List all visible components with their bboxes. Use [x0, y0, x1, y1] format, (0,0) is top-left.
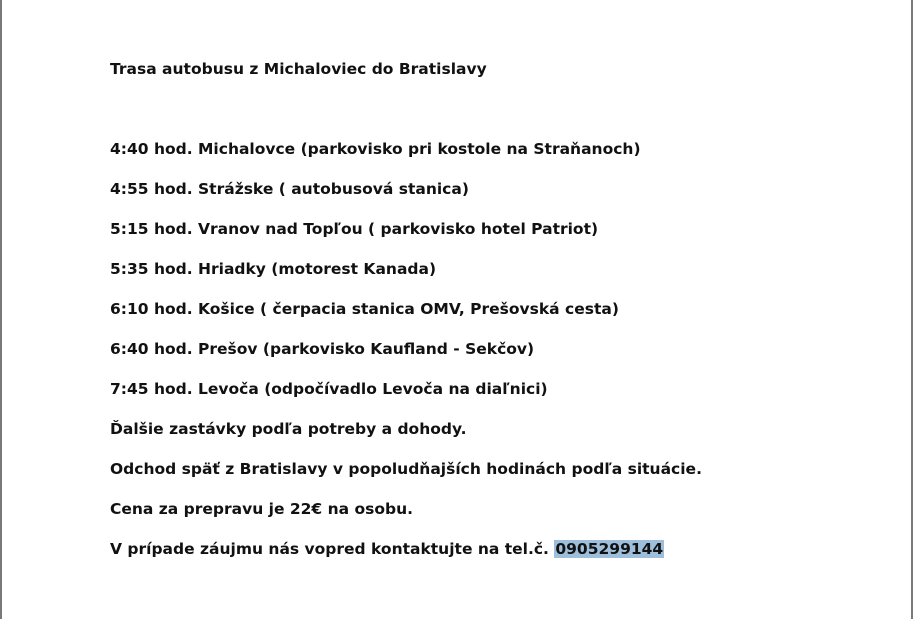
phone-number-selected[interactable]: 0905299144: [555, 540, 664, 558]
route-stop-line: 4:55 hod. Strážske ( autobusová stanica): [110, 180, 469, 198]
route-stop-line: 5:15 hod. Vranov nad Topľou ( parkovisko hotel Patriot): [110, 220, 599, 238]
note-line: Cena za prepravu je 22€ na osobu.: [110, 500, 414, 518]
note-line: Odchod späť z Bratislavy v popoludňajších hodinách podľa situácie.: [110, 460, 702, 478]
route-stop-line: 4:40 hod. Michalovce (parkovisko pri kostole na Straňanoch): [110, 140, 641, 158]
route-stop-line: 6:40 hod. Prešov (parkovisko Kaufland - Sekčov): [110, 340, 535, 358]
contact-line: [110, 539, 870, 559]
document-title: Trasa autobusu z Michaloviec do Bratislavy: [110, 60, 487, 78]
window-left-edge: [0, 0, 2, 619]
route-stop-line: 6:10 hod. Košice ( čerpacia stanica OMV, Prešovská cesta): [110, 300, 619, 318]
contact-text: V prípade záujmu nás vopred kontaktujte na tel.č.: [110, 540, 549, 558]
route-stop-line: 5:35 hod. Hriadky (motorest Kanada): [110, 260, 437, 278]
document-body: [110, 59, 870, 559]
note-line: Ďalšie zastávky podľa potreby a dohody.: [110, 420, 467, 438]
route-stop-line: 7:45 hod. Levoča (odpočívadlo Levoča na diaľnici): [110, 380, 548, 398]
